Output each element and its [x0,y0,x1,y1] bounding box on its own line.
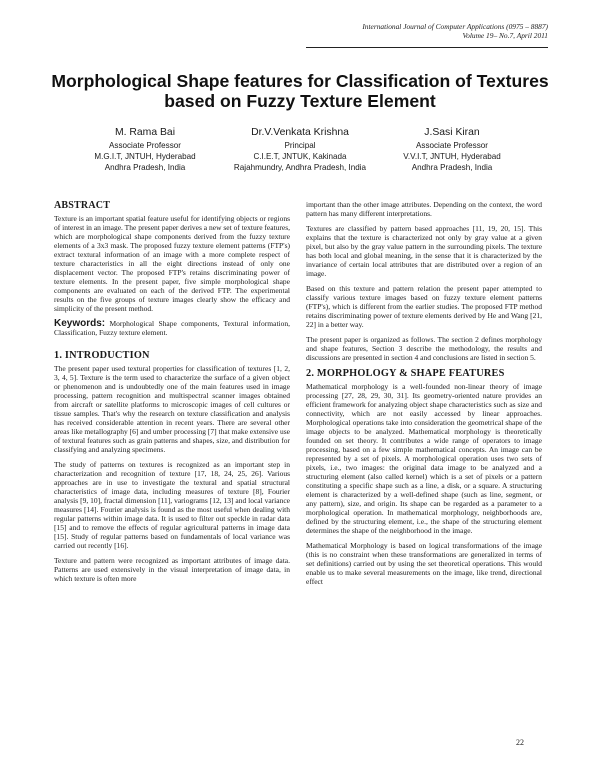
paper-title: Morphological Shape features for Classification of Textures based on Fuzzy Texture Element [51,71,549,111]
abstract-heading: ABSTRACT [54,200,111,211]
author-affiliation: M.G.I.T, JNTUH, Hyderabad [94,152,196,161]
intro-paragraph: The present paper used textural properties for classification of textures [1, 2, 3, 4, 5]. Texture is the term used to characterize the surface of a given object or phenomenon and is undoubtedly one of the main features used in image processing, pattern recognition and multispectral scanner images obtained from aircraft or satellite platforms to microscopic images of cell cultures or tissue samples. That's why the research on texture classification and analysis has received considerable attention in recent years. There are several other areas like metallography [6] and umber processing [7] that make extensive use of textural features such as grain patterns and shapes, size, and distribution for classifying and analyzing specimens. [54,364,290,454]
intro-paragraph: Texture and pattern were recognized as important attributes of image data. Patterns are used extensively in the visual interpretation of image data, in which texture is often more [54,556,290,583]
author-location: Andhra Pradesh, India [104,163,186,172]
morphology-heading: 2. MORPHOLOGY & SHAPE FEATURES [306,368,505,379]
author-role: Principal [284,141,316,150]
right-column [306,200,542,592]
author-name: J.Sasi Kiran [424,127,480,138]
author-location: Rajahmundry, Andhra Pradesh, India [233,163,367,172]
author-name: M. Rama Bai [114,127,176,138]
keywords-text: Morphological Shape components, Textural information, Classification, Fuzzy texture element. [54,319,291,337]
section-gap [54,343,290,350]
morphology-paragraph: Mathematical Morphology is based on logical transformations of the image (this is no constraint when these transformations are generalized in terms of set definitions) carried out by using the set theoretical operations. This would enable us to make several measurements on the image, like trend, directional effect [306,541,542,586]
author-role: Associate Professor [109,141,181,150]
keywords [54,319,290,337]
author-affiliation: C.I.E.T, JNTUK, Kakinada [253,152,347,161]
journal-header [248,23,548,40]
intro-paragraph: The study of patterns on textures is recognized as an important step in characterization and recognition of texture [17, 18, 24, 25, 26]. Various approaches are in use to investigate the textural and spatial structural characteristics of image data, including measures of texture [8], Fourier analysis [9, 10], fractal dimension [11], variograms [12, 13] and local variance measures [14]. Fourier analysis is found as the most useful when dealing with regular patterns within image data. It is used to filter out speckle in radar data [15] and to remove the effects of regular agricultural patterns in image data [15]. Study of regular patterns based on fundamentals of local variance was carried out recently [16]. [54,460,290,550]
page-number: 22 [516,738,524,747]
author-role: Associate Professor [416,141,488,150]
author-block [55,126,235,173]
introduction-heading: 1. INTRODUCTION [54,350,150,361]
journal-volume: Volume 19– No.7, April 2011 [462,30,548,40]
author-name: Dr.V.Venkata Krishna [251,127,349,138]
keywords-label: Keywords: [54,318,106,329]
author-block [362,126,542,173]
body-paragraph: important than the other image attributes. Depending on the context, the word pattern has many different interpretations. [306,200,542,218]
abstract-text: Texture is an important spatial feature useful for identifying objects or regions of interest in an image. The present paper derives a new set of texture features, which are morphological shape components derived from the fuzzy texture elements of a 3x3 mask. The proposed fuzzy texture element patterns (FTP's) extract textural information of an image with a more complete respect of texture characteristics in all the eight directions instead of only one displacement vector. The proposed FTP's retains discriminating power of texture elements. In the present paper, five simple morphological shape components are evaluated on each of the derived FTP. The experimental results on the five groups of texture images clearly show the efficacy and simplicity of the present method. [54,214,291,313]
left-column [54,200,290,589]
header-rule [306,47,548,48]
author-affiliation: V.V.I.T, JNTUH, Hyderabad [403,152,501,161]
author-location: Andhra Pradesh, India [411,163,493,172]
body-paragraph: Based on this texture and pattern relation the present paper attempted to classify various texture images based on fuzzy texture element patterns (FTP's), which is different from the earlier studies. The proposed FTP method retains discriminating power of texture elements derived by He and Wang [21, 22] in a better way. [306,284,542,329]
body-paragraph: The present paper is organized as follows. The section 2 defines morphology and shape features, Section 3 describe the methodology, the results and discussions are presented in section 4 and conclusions are listed in section 5. [306,335,542,362]
journal-name: International Journal of Computer Applications (0975 – 8887) [362,22,548,31]
body-paragraph: Textures are classified by pattern based approaches [11, 19, 20, 15]. This explains that the texture is characterized not only by gray value at a given pixel, but also by the gray value pattern in the surrounding pixels. The texture has both local and global meaning, in the sense that it is characterized by the invariance of certain local attributes that are distributed over a region of an image. [306,224,542,278]
morphology-paragraph: Mathematical morphology is a well-founded non-linear theory of image processing [27, 28, 29, 30, 31]. Its geometry-oriented nature provides an efficient framework for analyzing object shape characteristics such as size and connectivity, which are not easily accessed by linear approaches. Morphological operations take into consideration the geometrical shape of the image objects to be analyzed. Mathematical morphology is theoretically founded on set theory. It contributes a wide range of operators to image processing, based on a few simple mathematical concepts. An image can be represented by a set of pixels. A morphological operation uses two sets of pixels, i.e., two images: the original data image to be analyzed and a structuring element (also called kernel) which is a set of pixels or a pattern constituting a specific shape such as a line, a disk, or a square. A structuring element is characterized by a well-defined shape (such as line, segment, or any pattern), size, and origin. Its shape can be regarded as a parameter to a morphological operation. In mathematical morphology, neighborhoods are, defined by the structuring element, i.e., the shape of the structuring element determines the shape of the neighborhood in the image. [306,382,542,535]
